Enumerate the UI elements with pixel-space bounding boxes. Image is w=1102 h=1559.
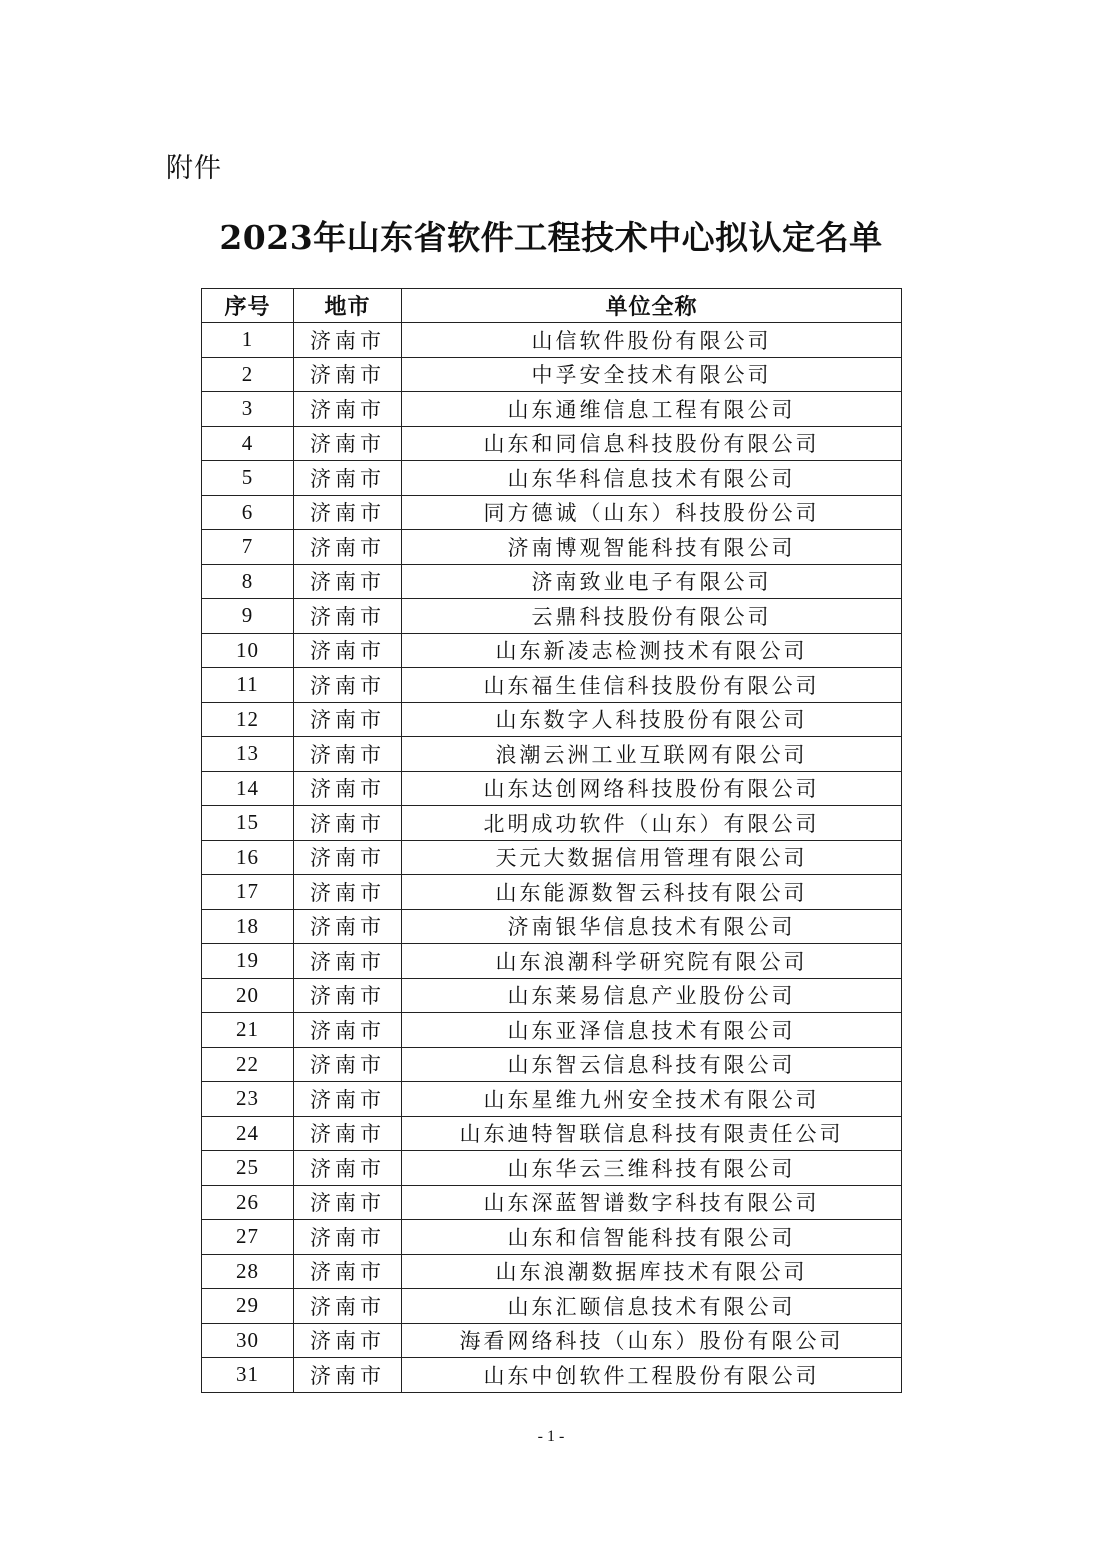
serial-number-cell: 23 <box>202 1082 294 1117</box>
city-cell: 济南市 <box>294 1358 402 1393</box>
table-header <box>202 289 902 323</box>
serial-number-cell: 27 <box>202 1220 294 1255</box>
city-cell: 济南市 <box>294 909 402 944</box>
document-title: 2023年山东省软件工程技术中心拟认定名单 <box>219 218 883 257</box>
table-row <box>202 357 902 392</box>
unit-name-cell: 山东亚泽信息技术有限公司 <box>402 1013 902 1048</box>
table-row <box>202 1254 902 1289</box>
serial-number-cell: 2 <box>202 357 294 392</box>
unit-name-cell: 山东深蓝智谱数字科技有限公司 <box>402 1185 902 1220</box>
serial-number-cell: 29 <box>202 1289 294 1324</box>
table-row <box>202 875 902 910</box>
city-cell: 济南市 <box>294 426 402 461</box>
unit-name-cell: 海看网络科技（山东）股份有限公司 <box>402 1323 902 1358</box>
serial-number-cell: 25 <box>202 1151 294 1186</box>
table-row <box>202 1289 902 1324</box>
table-row <box>202 806 902 841</box>
table-header-row <box>202 289 902 323</box>
table-row <box>202 1151 902 1186</box>
serial-number-cell: 20 <box>202 978 294 1013</box>
unit-name-cell: 山信软件股份有限公司 <box>402 323 902 358</box>
table-row <box>202 495 902 530</box>
table-row <box>202 1116 902 1151</box>
table-row <box>202 633 902 668</box>
city-cell: 济南市 <box>294 633 402 668</box>
unit-name-cell: 山东和信智能科技有限公司 <box>402 1220 902 1255</box>
serial-number-cell: 9 <box>202 599 294 634</box>
serial-number-cell: 1 <box>202 323 294 358</box>
unit-name-cell: 山东智云信息科技有限公司 <box>402 1047 902 1082</box>
serial-number-cell: 8 <box>202 564 294 599</box>
serial-number-cell: 26 <box>202 1185 294 1220</box>
serial-number-cell: 31 <box>202 1358 294 1393</box>
unit-name-cell: 山东华科信息技术有限公司 <box>402 461 902 496</box>
serial-number-cell: 10 <box>202 633 294 668</box>
city-cell: 济南市 <box>294 944 402 979</box>
unit-name-cell: 山东中创软件工程股份有限公司 <box>402 1358 902 1393</box>
city-cell: 济南市 <box>294 875 402 910</box>
table-body <box>202 323 902 1393</box>
table-row <box>202 1220 902 1255</box>
table-row <box>202 840 902 875</box>
table-row <box>202 392 902 427</box>
table-row <box>202 461 902 496</box>
city-cell: 济南市 <box>294 668 402 703</box>
city-cell: 济南市 <box>294 392 402 427</box>
table-row <box>202 1013 902 1048</box>
unit-name-cell: 山东浪潮科学研究院有限公司 <box>402 944 902 979</box>
serial-number-cell: 14 <box>202 771 294 806</box>
city-cell: 济南市 <box>294 978 402 1013</box>
city-cell: 济南市 <box>294 771 402 806</box>
unit-name-cell: 山东莱易信息产业股份公司 <box>402 978 902 1013</box>
table-row <box>202 1185 902 1220</box>
city-cell: 济南市 <box>294 1116 402 1151</box>
unit-name-cell: 山东能源数智云科技有限公司 <box>402 875 902 910</box>
company-list-table <box>201 288 902 1393</box>
serial-number-cell: 13 <box>202 737 294 772</box>
serial-number-cell: 19 <box>202 944 294 979</box>
city-cell: 济南市 <box>294 737 402 772</box>
table-row <box>202 978 902 1013</box>
city-cell: 济南市 <box>294 530 402 565</box>
serial-number-cell: 4 <box>202 426 294 461</box>
city-cell: 济南市 <box>294 1047 402 1082</box>
city-cell: 济南市 <box>294 357 402 392</box>
city-cell: 济南市 <box>294 806 402 841</box>
table-row <box>202 599 902 634</box>
unit-name-cell: 山东通维信息工程有限公司 <box>402 392 902 427</box>
serial-number-cell: 5 <box>202 461 294 496</box>
unit-name-cell: 山东达创网络科技股份有限公司 <box>402 771 902 806</box>
unit-name-cell: 同方德诚（山东）科技股份公司 <box>402 495 902 530</box>
unit-name-cell: 云鼎科技股份有限公司 <box>402 599 902 634</box>
city-cell: 济南市 <box>294 1185 402 1220</box>
table-row <box>202 1082 902 1117</box>
table-row <box>202 737 902 772</box>
unit-name-cell: 山东浪潮数据库技术有限公司 <box>402 1254 902 1289</box>
city-cell: 济南市 <box>294 599 402 634</box>
table-row <box>202 1047 902 1082</box>
city-cell: 济南市 <box>294 461 402 496</box>
table-row <box>202 771 902 806</box>
serial-number-cell: 21 <box>202 1013 294 1048</box>
table-row <box>202 530 902 565</box>
unit-name-cell: 山东福生佳信科技股份有限公司 <box>402 668 902 703</box>
table-row <box>202 668 902 703</box>
city-cell: 济南市 <box>294 840 402 875</box>
city-cell: 济南市 <box>294 1289 402 1324</box>
unit-name-cell: 山东汇颐信息技术有限公司 <box>402 1289 902 1324</box>
serial-number-cell: 28 <box>202 1254 294 1289</box>
table-row <box>202 564 902 599</box>
table-row <box>202 909 902 944</box>
city-cell: 济南市 <box>294 1013 402 1048</box>
unit-name-cell: 山东数字人科技股份有限公司 <box>402 702 902 737</box>
city-cell: 济南市 <box>294 1151 402 1186</box>
serial-number-cell: 7 <box>202 530 294 565</box>
city-cell: 济南市 <box>294 1220 402 1255</box>
serial-number-cell: 6 <box>202 495 294 530</box>
unit-name-cell: 山东新凌志检测技术有限公司 <box>402 633 902 668</box>
city-cell: 济南市 <box>294 323 402 358</box>
serial-number-cell: 30 <box>202 1323 294 1358</box>
serial-number-cell: 11 <box>202 668 294 703</box>
city-cell: 济南市 <box>294 1082 402 1117</box>
serial-number-cell: 24 <box>202 1116 294 1151</box>
serial-number-cell: 22 <box>202 1047 294 1082</box>
city-cell: 济南市 <box>294 495 402 530</box>
city-cell: 济南市 <box>294 702 402 737</box>
serial-number-cell: 15 <box>202 806 294 841</box>
unit-name-cell: 山东华云三维科技有限公司 <box>402 1151 902 1186</box>
serial-number-cell: 12 <box>202 702 294 737</box>
table-row <box>202 1358 902 1393</box>
unit-name-cell: 天元大数据信用管理有限公司 <box>402 840 902 875</box>
table-row <box>202 944 902 979</box>
serial-number-cell: 17 <box>202 875 294 910</box>
table-row <box>202 426 902 461</box>
attachment-label: 附件 <box>166 153 222 184</box>
unit-name-cell: 济南银华信息技术有限公司 <box>402 909 902 944</box>
city-cell: 济南市 <box>294 1323 402 1358</box>
unit-name-cell: 浪潮云洲工业互联网有限公司 <box>402 737 902 772</box>
table-row <box>202 323 902 358</box>
unit-name-cell: 济南博观智能科技有限公司 <box>402 530 902 565</box>
unit-name-cell: 济南致业电子有限公司 <box>402 564 902 599</box>
page-number: - 1 - <box>537 1428 565 1445</box>
table-row <box>202 702 902 737</box>
city-cell: 济南市 <box>294 1254 402 1289</box>
unit-name-cell: 山东迪特智联信息科技有限责任公司 <box>402 1116 902 1151</box>
unit-name-cell: 山东星维九州安全技术有限公司 <box>402 1082 902 1117</box>
city-cell: 济南市 <box>294 564 402 599</box>
header-unit-name: 单位全称 <box>402 289 902 323</box>
unit-name-cell: 北明成功软件（山东）有限公司 <box>402 806 902 841</box>
serial-number-cell: 16 <box>202 840 294 875</box>
header-serial-number: 序号 <box>202 289 294 323</box>
table-row <box>202 1323 902 1358</box>
serial-number-cell: 3 <box>202 392 294 427</box>
unit-name-cell: 中孚安全技术有限公司 <box>402 357 902 392</box>
header-city: 地市 <box>294 289 402 323</box>
serial-number-cell: 18 <box>202 909 294 944</box>
unit-name-cell: 山东和同信息科技股份有限公司 <box>402 426 902 461</box>
